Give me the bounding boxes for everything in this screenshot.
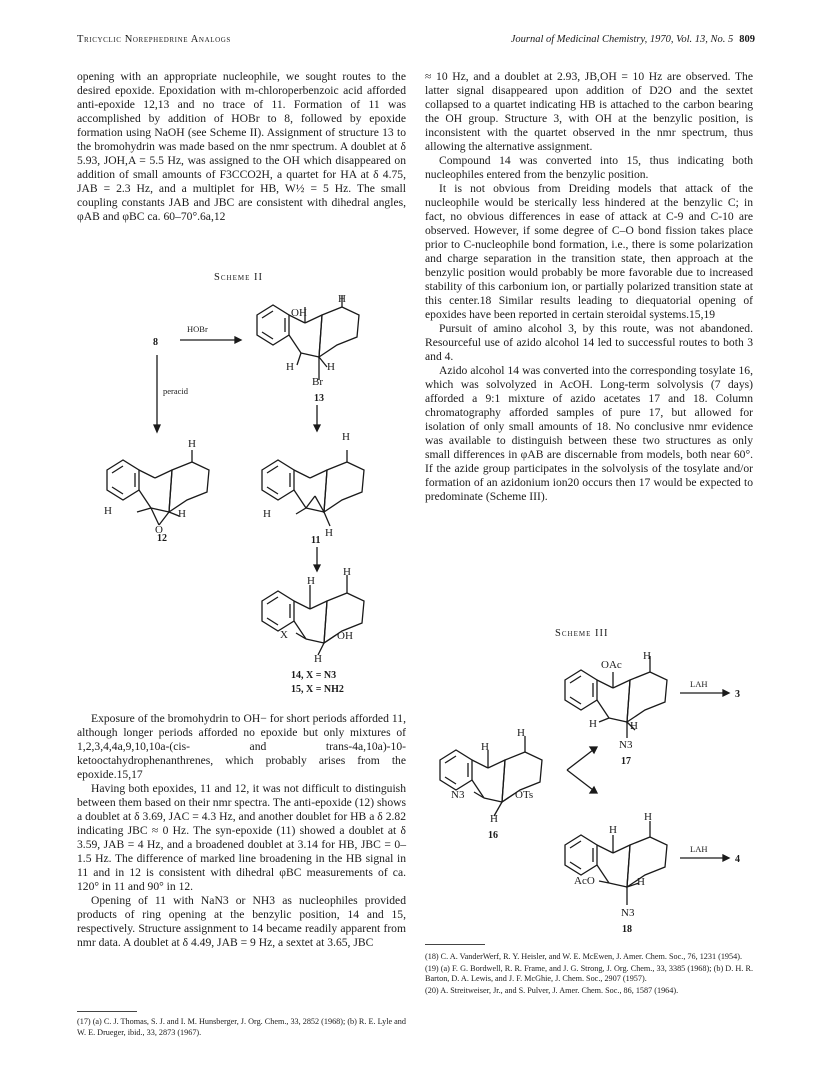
h-label: H	[609, 824, 617, 836]
scheme-3-diagram	[425, 640, 760, 940]
scheme-2-label: Scheme II	[214, 272, 263, 283]
aco-label: AcO	[574, 875, 595, 887]
compound-number-13: 13	[314, 393, 324, 404]
footnotes-right	[425, 952, 753, 997]
reagent-hobr: HOBr	[187, 324, 208, 334]
h-label: H	[630, 720, 638, 732]
h-label: H	[637, 876, 645, 888]
paragraph: Pursuit of amino alcohol 3, by this route, was not abandoned. Resourceful use of azido alcohol 14 led to successful routes to both 3 and 4.	[425, 322, 753, 363]
footnote-17: (17) (a) C. J. Thomas, S. J. and I. M. Hunsberger, J. Org. Chem., 33, 2852 (1968); (b) R. E. Lyle and W. E. Drueger, ibid., 33, 2873 (1967).	[77, 1017, 406, 1037]
h-label: H	[307, 575, 315, 587]
compound-14-15-structure	[262, 575, 364, 655]
h-label: H	[490, 813, 498, 825]
compound-number-18: 18	[622, 924, 632, 935]
reagent-lah: LAH	[690, 679, 708, 689]
compound-number-11: 11	[311, 535, 321, 546]
ots-label: OTs	[515, 789, 534, 801]
epoxide-o-label: O	[155, 524, 163, 536]
compound-13-structure	[257, 295, 359, 380]
compound-number-12: 12	[157, 533, 167, 544]
h-label: H	[343, 566, 351, 578]
paragraph: Azido alcohol 14 was converted into the corresponding tosylate 16, which was solvolyzed in AcOH. Long-term solvolysis (7 days) afforded a 9:1 mixture of azido acetates 17 and 18. Column chromatography afforded samples of pure 17, but allowed for isolation of only small amounts of 18. No conclusive nmr evidence was available to distinguish between these two structures as only small differences in φAB are discernable from models, both near 60°. If the azide group participates in the solvolysis of the tosylate and/or formation of an azidonium ion20 occurs then 17 would be expected to predominate (Scheme III).	[425, 364, 753, 503]
paragraph: Having both epoxides, 11 and 12, it was not difficult to distinguish between them based on their nmr spectra. The anti-epoxide (12) shows a doublet at δ 3.69, JAC = 4.3 Hz, and another doublet for HB a δ 2.82 indicating JBC ≈ 0 Hz. The syn-epoxide (11) showed a doublet at δ 3.59, JAB = 4 Hz, and a broadened doublet at 3.14 for HB, JBC = 0–1.5 Hz. The difference of marked line broadening in the HB signal in 11 and in 12 is consistent with dihedral φBC measurements of ca. 120° in 11 and 90° in 12.	[77, 782, 406, 893]
compound-number-15: 15, X = NH2	[291, 684, 344, 695]
x-label: X	[280, 629, 288, 641]
compound-number-17: 17	[621, 756, 631, 767]
h-label: H	[481, 741, 489, 753]
h-label: H	[589, 718, 597, 730]
running-title: Tricyclic Norephedrine Analogs	[77, 34, 231, 45]
reagent-peracid: peracid	[163, 386, 189, 396]
h-label: H	[342, 431, 350, 443]
h-label: H	[104, 505, 112, 517]
footnote-rule	[77, 1011, 137, 1012]
scheme-3-label: Scheme III	[555, 628, 609, 639]
footnotes-left	[77, 1017, 406, 1039]
journal-name: Journal of Medicinal Chemistry, 1970, Vol. 13, No. 5	[510, 34, 734, 45]
compound-12-structure	[107, 450, 209, 525]
h-label: H	[188, 438, 196, 450]
paragraph: Opening of 11 with NaN3 or NH3 as nucleophiles provided products of ring opening at the benzylic position, 14 and 15, respectively. Structure assignment to 14 became readily apparent from nmr data. A doublet at δ 4.49, JAB = 9 Hz, a sextet at 3.65, JBC	[77, 894, 406, 949]
right-column-top	[425, 70, 753, 504]
compound-11-structure	[262, 450, 364, 526]
compound-number-3: 3	[735, 689, 740, 700]
h-label: H	[325, 527, 333, 539]
n3-label: N3	[621, 907, 635, 919]
oh-label: OH	[291, 307, 307, 319]
h-label: H	[178, 508, 186, 520]
footnote-19: (19) (a) F. G. Bordwell, R. R. Frame, and J. G. Strong, J. Org. Chem., 33, 3385 (1968); (b) D. H. R. Barton, D. A. Lewis, and J. F. McGhie, J. Chem. Soc., 2907 (1957).	[425, 963, 753, 983]
oh-label: OH	[337, 630, 353, 642]
h-label: H	[517, 727, 525, 739]
paragraph: Exposure of the bromohydrin to OH− for short periods afforded 11, although longer periods afforded no epoxide but only mixtures of 1,2,3,4,4a,9,10,10a-(cis- and trans-4a,10a)-10-ketooctahydrophenanthrenes, which probably arises from the epoxide.15,17	[77, 712, 406, 781]
page-number: 809	[739, 34, 755, 45]
h-label: H	[263, 508, 271, 520]
compound-16-structure	[440, 736, 542, 816]
reagent-lah: LAH	[690, 844, 708, 854]
h-label: H	[286, 361, 294, 373]
compound-number-14: 14, X = N3	[291, 670, 337, 681]
compound-number-8: 8	[153, 337, 158, 348]
n3-label: N3	[619, 739, 633, 751]
oac-label: OAc	[601, 659, 622, 671]
h-label: H	[338, 293, 346, 305]
paragraph: Compound 14 was converted into 15, thus indicating both nucleophiles entered from the benzylic position.	[425, 154, 753, 181]
footnote-18: (18) C. A. VanderWerf, R. Y. Heisler, and W. E. McEwen, J. Amer. Chem. Soc., 76, 1231 (1954).	[425, 952, 742, 961]
h-label: H	[644, 811, 652, 823]
h-label: H	[314, 653, 322, 665]
journal-citation	[511, 34, 755, 45]
footnote-20: (20) A. Streitweiser, Jr., and S. Pulver, J. Amer. Chem. Soc., 86, 1587 (1964).	[425, 985, 679, 995]
h-label: H	[327, 361, 335, 373]
br-label: Br	[312, 376, 323, 388]
footnote-rule	[425, 944, 485, 945]
scheme-2-diagram	[77, 285, 407, 705]
left-column-top	[77, 70, 406, 224]
left-column-bottom	[77, 712, 406, 950]
paragraph: It is not obvious from Dreiding models that attack of the nucleophile would be sterically less hindered at the benzylic C; in fact, no obvious differences in ease of attack at C-9 and C-10 are observed. However, if some degree of C–O bond fission takes place prior to C-nucleophile bond formation, i.e., there is some polarization and charge separation in the transition state, then approach at the benzylic position would probably be more favorable due to increased stability of this carbonium ion, or partially polarized transition state at this center.18 Similar results leading to diequatorial opening of epoxides have been reported in certain steroidal systems.15,19	[425, 182, 753, 321]
compound-number-4: 4	[735, 854, 740, 865]
compound-number-16: 16	[488, 830, 498, 841]
paragraph: ≈ 10 Hz, and a doublet at 2.93, JB,OH = 10 Hz are observed. The latter signal disappeared upon addition of D2O and the sextet collapsed to a quartet indicating HB is attached to the carbon bearing the OH group. Structure 3, with OH at the benzylic position, is inconsistent with the quartet observed in the nmr spectrum, thus allowing the alternative assignment.	[425, 70, 753, 153]
paragraph: opening with an appropriate nucleophile, we sought routes to the desired epoxide. Epoxidation with m-chloroperbenzoic acid afforded anti-epoxide 12,13 and no trace of 11. Formation of 11 was accomplished by addition of HOBr to 8, followed by epoxide formation using NaOH (see Scheme II). Assignment of structure 13 to the bromohydrin was made based on the nmr spectrum. A doublet at δ 5.93, JOH,A = 5.5 Hz, was assigned to the OH which disappeared on addition of small amounts of F3CCO2H, a quartet for HA at δ 4.75, JAB = 2.3 Hz, and a multiplet for HB, W½ = 5 Hz. The small coupling constants JAB and JBC are consistent with dihedral angles, φAB and φBC ca. 60–70°.6a,12	[77, 70, 406, 223]
h-label: H	[643, 650, 651, 662]
n3-label: N3	[451, 789, 465, 801]
